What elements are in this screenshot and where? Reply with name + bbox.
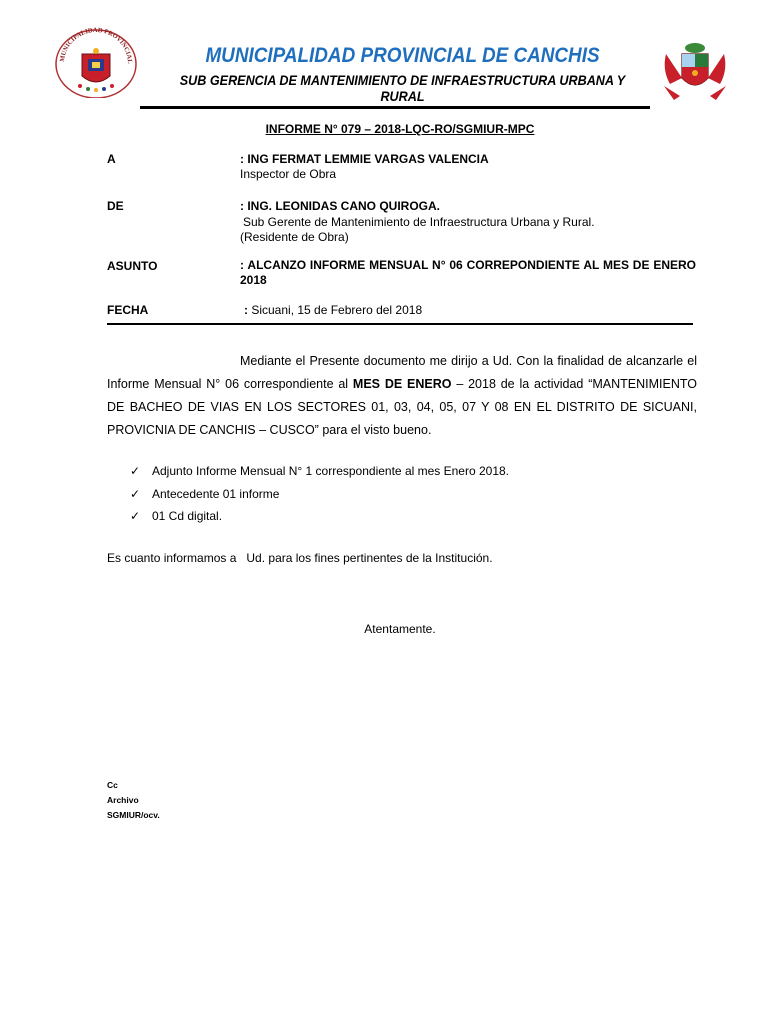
report-number: INFORME N° 079 – 2018-LQC-RO/SGMIUR-MPC (265, 122, 535, 136)
signoff: Atentamente. (364, 622, 436, 636)
to-name: : ING FERMAT LEMMIE VARGAS VALENCIA (240, 152, 489, 166)
seal-text: MUNICIPALIDAD PROVINCIAL (58, 26, 134, 64)
checkmark-icon: ✓ (130, 464, 141, 478)
date-text: Sicuani, 15 de Febrero del 2018 (248, 303, 423, 317)
from-name: : ING. LEONIDAS CANO QUIROGA. (240, 199, 441, 213)
attachment-text: 01 Cd digital. (152, 509, 223, 523)
list-item (130, 464, 509, 487)
body-paragraph (107, 350, 697, 442)
from-label: DE (107, 199, 124, 213)
coat-of-arms-logo (660, 40, 730, 105)
body-bold: MES DE ENERO (352, 377, 452, 391)
from-role: Sub Gerente de Mantenimiento de Infraestructura Urbana y Rural. (243, 215, 595, 229)
body-part-2: – 2018 de la actividad “MANTENIMIENTO DE BACHEO DE VIAS EN LOS SECTORES 01, 03, 04, 05, 07 Y 08 EN EL DISTRITO DE SICUANI, PROVICNIA DE CANCHIS – CUSCO” para el visto bueno. (107, 377, 697, 437)
to-label: A (107, 152, 116, 166)
checkmark-icon: ✓ (130, 486, 141, 501)
date-value (244, 303, 422, 317)
checkmark-icon: ✓ (130, 509, 141, 523)
date-prefix: : (244, 303, 248, 317)
to-role: Inspector de Obra (240, 167, 337, 181)
attachment-list (130, 464, 509, 532)
date-divider (107, 323, 693, 325)
subject-label: ASUNTO (107, 259, 158, 273)
attachment-text: Adjunto Informe Mensual N° 1 correspondiente al mes Enero 2018. (152, 464, 509, 478)
date-label: FECHA (107, 303, 149, 317)
attachment-text: Antecedente 01 informe (152, 486, 280, 501)
cc-line: Archivo (107, 795, 139, 805)
closing-sentence: Es cuanto informamos a Ud. para los fines pertinentes de la Institución. (107, 551, 493, 565)
cc-block (107, 778, 160, 823)
subject-text: : ALCANZO INFORME MENSUAL N° 06 CORREPONDIENTE AL MES DE ENERO 2018 (240, 258, 696, 287)
sub-office-title: SUB GERENCIA DE MANTENIMIENTO DE INFRAESTRUCTURA URBANA Y RURAL (179, 72, 626, 104)
from-role-2: (Residente de Obra) (240, 230, 349, 244)
cc-line: Cc (107, 780, 118, 790)
body-part-1: Mediante el Presente documento me dirijo a Ud. Con la finalidad de alcanzarle el Informe Mensual N° 06 correspondiente al (107, 354, 697, 391)
header-divider (140, 106, 650, 109)
cc-line: SGMIUR/ocv. (107, 810, 160, 820)
list-item (130, 509, 509, 532)
list-item (130, 487, 509, 510)
municipal-seal-logo (50, 26, 142, 98)
institution-title: MUNICIPALIDAD PROVINCIAL DE CANCHIS (205, 44, 600, 67)
